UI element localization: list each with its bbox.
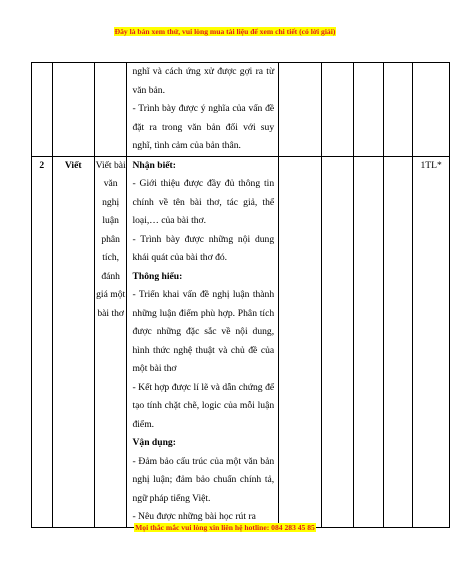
requirement-line: - Đảm bảo cấu trúc của một văn bản nghị luận; đảm bảo chuẩn chính tả, ngữ pháp tiếng Việt.	[132, 455, 275, 504]
requirement-line: - Nêu được những bài học rút ra	[132, 511, 256, 522]
table-row	[32, 63, 450, 157]
level-title-recognition: Nhận biết:	[132, 159, 176, 171]
table-cell	[354, 156, 384, 527]
level-title-application: Vận dụng:	[132, 437, 176, 448]
specification-table	[31, 62, 450, 528]
requirement-line: - Triển khai vấn đề nghị luận thành những luận điểm phù hợp. Phân tích được những đặc sắc về nội dung, hình thức nghệ thuật và chủ đề của một bài thơ	[132, 289, 275, 374]
table-cell	[413, 63, 450, 157]
table-cell	[321, 156, 353, 527]
table-cell	[384, 156, 413, 527]
preview-notice-banner	[0, 27, 450, 36]
subject-cell: Viết	[52, 156, 94, 527]
level-title-understanding: Thông hiểu:	[132, 270, 183, 282]
requirement-line: nghĩ và cách ứng xử được gợi ra từ văn bản.	[132, 66, 275, 96]
requirement-line: - Trình bày được ý nghĩa của vấn đề đặt ra trong văn bản đối với suy nghĩ, tình cảm của bản thân.	[132, 103, 275, 151]
requirement-cell	[127, 63, 279, 157]
table-cell	[32, 63, 53, 157]
question-count-cell: 1TL*	[413, 156, 450, 527]
table-cell	[321, 63, 353, 157]
table-cell	[94, 63, 127, 157]
requirement-cell	[127, 156, 279, 527]
table-cell	[384, 63, 413, 157]
requirement-line: - Trình bày được những nội dung khái quát của bài thơ đó.	[132, 233, 275, 263]
table-cell	[354, 63, 384, 157]
row-number: 2	[32, 156, 53, 527]
table-row	[32, 156, 450, 527]
hotline-text: Mọi thắc mắc vui lòng xin liên hệ hotline: 084 283 45 85	[135, 523, 315, 532]
hotline-banner	[0, 523, 450, 532]
preview-notice-text: Đây là bản xem thử, vui lòng mua tài liệu để xem chi tiết (có lời giải)	[114, 27, 336, 36]
topic-cell: Viết bài văn nghị luận phân tích, đánh giá một bài thơ	[94, 156, 127, 527]
requirement-line: - Kết hợp được lí lẽ và dẫn chứng để tạo tính chặt chẽ, logic của mỗi luận điểm.	[132, 381, 275, 430]
requirement-line: - Giới thiệu được đầy đủ thông tin chính về tên bài thơ, tác giả, thể loại,… của bài thơ.	[132, 178, 275, 226]
table-cell	[279, 63, 322, 157]
table-cell	[279, 156, 322, 527]
table-cell	[52, 63, 94, 157]
